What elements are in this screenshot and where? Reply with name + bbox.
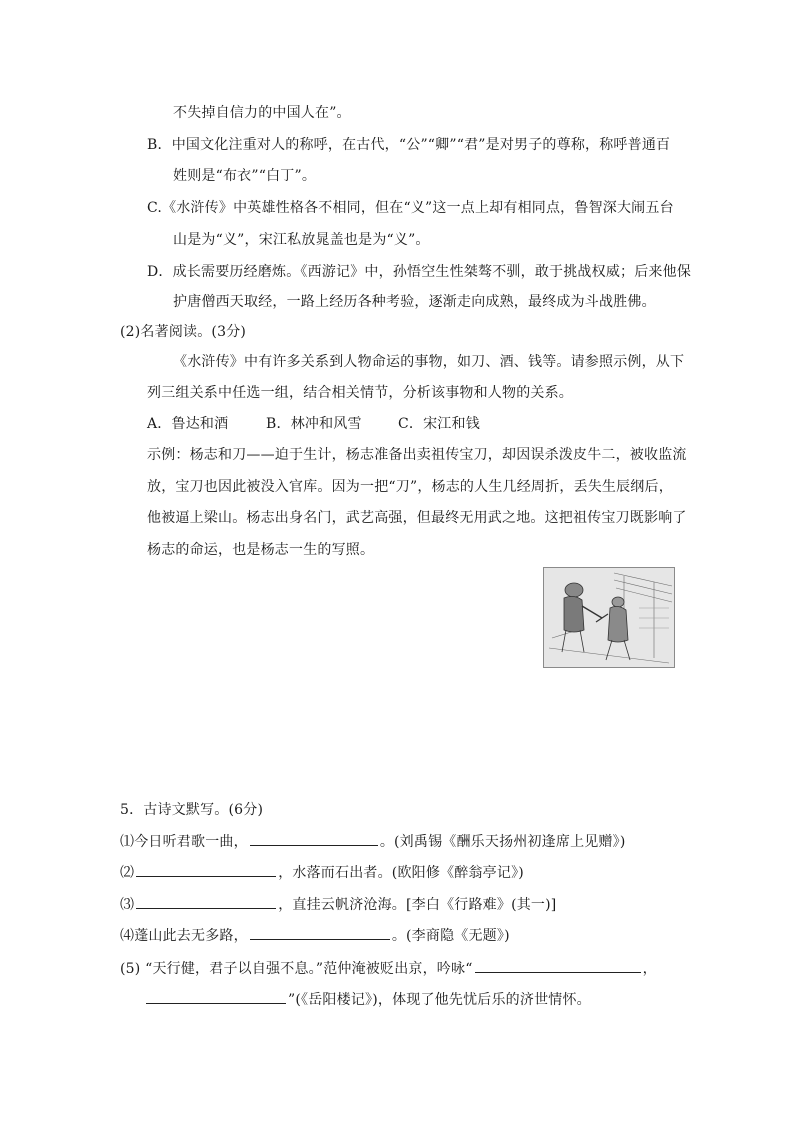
illustration-drawing: [544, 568, 674, 667]
part2-choice-a: A．鲁达和酒: [147, 416, 229, 432]
answer-blank-1[interactable]: [250, 831, 378, 846]
example-line3: 他被逼上梁山。杨志出身名门，武艺高强，但最终无用武之地。这把祖传宝刀既影响了: [147, 510, 687, 526]
q5-item5-pre: (5) “天行健，君子以自强不息。”范仲淹被贬出京，吟咏“: [120, 961, 473, 977]
q5-item1-post: 。(刘禹锡《酬乐天扬州初逢席上见赠》): [379, 834, 626, 850]
option-b-line1: B．中国文化注重对人的称呼，在古代，“公”“卿”“君”是对男子的尊称，称呼普通百: [147, 137, 671, 153]
part2-choice-c: C．宋江和钱: [398, 416, 480, 432]
example-line2: 放，宝刀也因此被没入官库。因为一把“刀”，杨志的人生几经周折，丢失生辰纲后，: [147, 479, 673, 495]
answer-blank-5b[interactable]: [146, 989, 286, 1004]
answer-blank-3[interactable]: [136, 894, 276, 909]
part2-prompt-line1: 《水浒传》中有许多关系到人物命运的事物，如刀、酒、钱等。请参照示例，从下: [173, 354, 685, 370]
q5-item1-pre: ⑴今日听君歌一曲，: [120, 834, 248, 850]
q5-item1: [120, 831, 626, 852]
answer-blank-2[interactable]: [136, 862, 276, 877]
yang-zhi-illustration: [543, 567, 675, 668]
q5-item4: [120, 925, 510, 946]
part2-choice-b: B．林冲和风雪: [266, 416, 362, 432]
part2-prompt-line2: 列三组关系中任选一组，结合相关情节，分析该事物和人物的关系。: [147, 385, 573, 401]
q5-item3-post: ，直挂云帆济沧海。[李白《行路难》(其一)]: [278, 897, 557, 913]
part2-heading: (2)名著阅读。(3分): [120, 324, 247, 340]
q5-item5-continued: [144, 989, 591, 1010]
option-c-line1: C.《水浒传》中英雄性格各不相同，但在“义”这一点上却有相同点，鲁智深大闹五台: [147, 200, 674, 216]
q5-item3-pre: ⑶: [120, 897, 135, 913]
option-d-line1: D．成长需要历经磨炼。《西游记》中，孙悟空生性桀骜不驯，敢于挑战权威；后来他保: [147, 264, 692, 280]
q5-item2-post: ，水落而石出者。(欧阳修《醉翁亭记》): [278, 865, 524, 881]
answer-blank-4[interactable]: [250, 925, 390, 940]
q5-item2-pre: ⑵: [120, 865, 135, 881]
q5-item5-cont-post: ”(《岳阳楼记》)，体现了他先忧后乐的济世情怀。: [288, 992, 591, 1008]
q5-heading: 5．古诗文默写。(6分): [120, 802, 264, 818]
q5-item4-pre: ⑷蓬山此去无多路，: [120, 928, 248, 944]
q5-item3: [120, 894, 556, 915]
option-c-line2: 山是为“义”，宋江私放晁盖也是为“义”。: [173, 232, 430, 248]
option-d-line2: 护唐僧西天取经，一路上经历各种考验，逐渐走向成熟，最终成为斗战胜佛。: [173, 294, 656, 310]
q5-item5-mid: ，: [642, 961, 657, 977]
example-line4: 杨志的命运，也是杨志一生的写照。: [147, 542, 375, 558]
option-b-line2: 姓则是“布衣”“白丁”。: [173, 168, 317, 184]
example-line1: 示例：杨志和刀——迫于生计，杨志准备出卖祖传宝刀，却因误杀泼皮牛二，被收监流: [147, 447, 687, 463]
option-a-tail: 不失掉自信力的中国人在”。: [173, 105, 351, 121]
answer-blank-5a[interactable]: [475, 958, 641, 973]
q5-item2: [120, 862, 524, 883]
q5-item4-post: 。(李商隐《无题》): [391, 928, 510, 944]
q5-item5: [120, 958, 657, 979]
